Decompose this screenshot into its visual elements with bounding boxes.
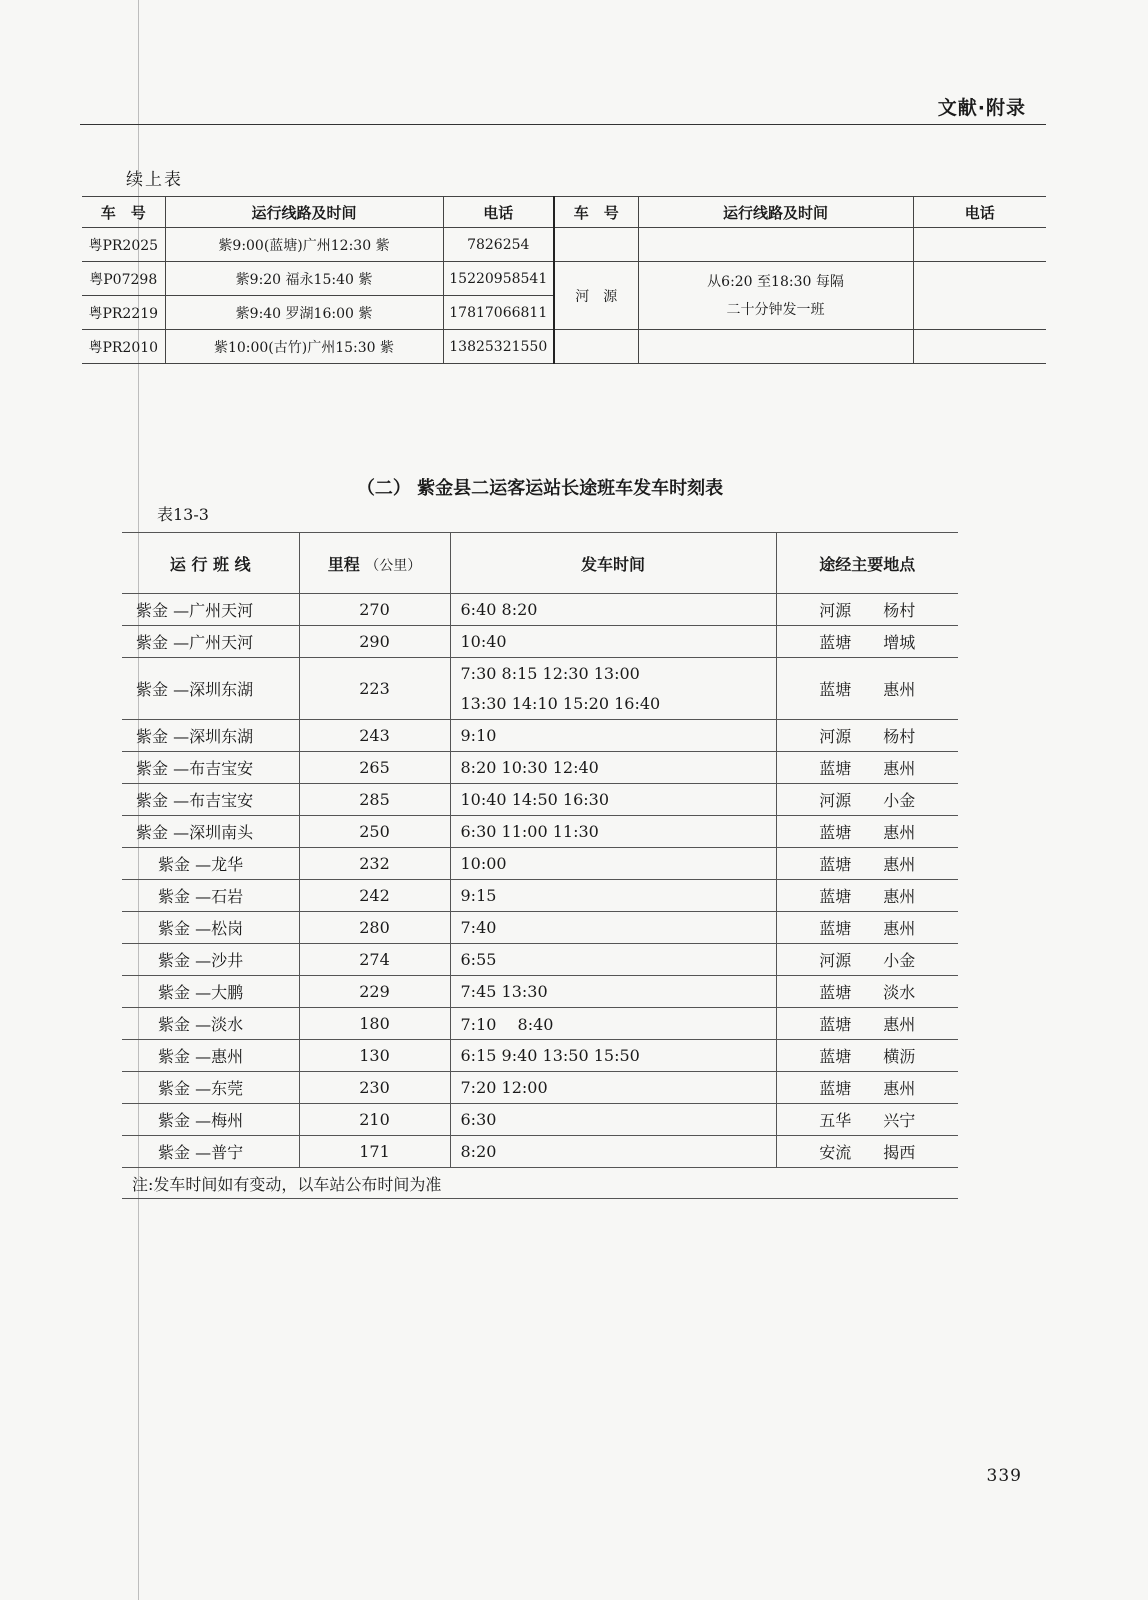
- column-header: 运 行 班 线: [122, 533, 299, 594]
- vehicle-route-table: [82, 196, 1046, 364]
- route-cell: 紫金 —深圳东湖: [122, 720, 299, 752]
- column-header: 车 号: [554, 197, 638, 228]
- via-cell: 五华 兴宁: [776, 1104, 958, 1136]
- table-note: 注:发车时间如有变动，以车站公布时间为准: [122, 1168, 958, 1199]
- table-row: [122, 1072, 958, 1104]
- route-cell: 紫金 —布吉宝安: [122, 784, 299, 816]
- departure-time-cell: 6:40 8:20: [450, 594, 776, 626]
- departure-time-cell: 10:40: [450, 626, 776, 658]
- section-title: （二） 紫金县二运客运站长途班车发车时刻表: [356, 478, 724, 499]
- distance-cell: 210: [299, 1104, 450, 1136]
- phone-cell: 17817066811: [443, 296, 554, 330]
- via-cell: 蓝塘 惠州: [776, 880, 958, 912]
- via-cell: 安流 揭西: [776, 1136, 958, 1168]
- route-line: 从6:20 至18:30 每隔: [707, 273, 844, 290]
- route-cell: 紫9:20 福永15:40 紫: [165, 262, 443, 296]
- table-header-row: [82, 197, 1046, 228]
- distance-cell: 270: [299, 594, 450, 626]
- distance-cell: 290: [299, 626, 450, 658]
- plate-cell: 粤PR2025: [82, 228, 165, 262]
- table-row: [122, 626, 958, 658]
- table-row: [122, 848, 958, 880]
- note-row: [122, 1168, 958, 1199]
- empty-cell: [554, 228, 638, 262]
- table-header-row: [122, 533, 958, 594]
- column-header: [299, 533, 450, 594]
- plate-cell: 粤PR2010: [82, 330, 165, 364]
- route-cell: 紫金 —大鹏: [122, 976, 299, 1008]
- empty-cell: [638, 330, 913, 364]
- phone-cell: 13825321550: [443, 330, 554, 364]
- table-row: [122, 594, 958, 626]
- departure-time-cell: 7:45 13:30: [450, 976, 776, 1008]
- column-header: 运行线路及时间: [638, 197, 913, 228]
- route-cell: 紫金 —深圳南头: [122, 816, 299, 848]
- via-cell: 河源 小金: [776, 944, 958, 976]
- table-label: 表13-3: [157, 505, 209, 524]
- distance-cell: 130: [299, 1040, 450, 1072]
- via-cell: 蓝塘 惠州: [776, 816, 958, 848]
- departure-time-cell: 6:15 9:40 13:50 15:50: [450, 1040, 776, 1072]
- time-line: 7:30 8:15 12:30 13:00: [460, 663, 640, 683]
- route-cell: 紫金 —布吉宝安: [122, 752, 299, 784]
- table-row: [122, 880, 958, 912]
- table-row: [122, 1040, 958, 1072]
- route-cell: 紫金 —东莞: [122, 1072, 299, 1104]
- route-cell: 紫金 —梅州: [122, 1104, 299, 1136]
- plate-cell: 粤PR2219: [82, 296, 165, 330]
- departure-time-cell: 7:40: [450, 912, 776, 944]
- departure-time-cell: 6:55: [450, 944, 776, 976]
- departure-time-cell: 8:20 10:30 12:40: [450, 752, 776, 784]
- empty-cell: [913, 262, 1046, 330]
- departure-time-cell: 10:40 14:50 16:30: [450, 784, 776, 816]
- via-cell: 蓝塘 惠州: [776, 848, 958, 880]
- column-header: 电话: [443, 197, 554, 228]
- column-header: 发车时间: [450, 533, 776, 594]
- header-rule: [80, 124, 1046, 125]
- table-row: [82, 262, 1046, 296]
- departure-time-cell: 10:00: [450, 848, 776, 880]
- continuation-label: 续上表: [126, 170, 183, 190]
- table-row: [122, 1008, 958, 1040]
- table-row: [122, 944, 958, 976]
- column-header: 电话: [913, 197, 1046, 228]
- table-row: [82, 228, 1046, 262]
- departure-time-cell: 7:10 8:40: [450, 1008, 776, 1040]
- table-row: [122, 658, 958, 720]
- via-cell: 蓝塘 惠州: [776, 1072, 958, 1104]
- route-line: 二十分钟发一班: [726, 301, 825, 318]
- via-cell: 河源 小金: [776, 784, 958, 816]
- distance-cell: 280: [299, 912, 450, 944]
- distance-cell: 171: [299, 1136, 450, 1168]
- phone-cell: 15220958541: [443, 262, 554, 296]
- route-cell: 紫金 —广州天河: [122, 626, 299, 658]
- plate-cell: 粤P07298: [82, 262, 165, 296]
- distance-cell: 229: [299, 976, 450, 1008]
- route-cell: 紫金 —广州天河: [122, 594, 299, 626]
- distance-cell: 223: [299, 658, 450, 720]
- distance-cell: 232: [299, 848, 450, 880]
- route-cell: 紫9:40 罗湖16:00 紫: [165, 296, 443, 330]
- route-cell: 紫10:00(古竹)广州15:30 紫: [165, 330, 443, 364]
- route-cell: 紫金 —沙井: [122, 944, 299, 976]
- running-header: 文献·附录: [937, 97, 1026, 119]
- via-cell: 蓝塘 增城: [776, 626, 958, 658]
- phone-cell: 7826254: [443, 228, 554, 262]
- via-cell: 河源 杨村: [776, 594, 958, 626]
- empty-cell: [554, 330, 638, 364]
- plate-cell: 河 源: [554, 262, 638, 330]
- route-cell: 紫金 —淡水: [122, 1008, 299, 1040]
- via-cell: 蓝塘 惠州: [776, 658, 958, 720]
- table-row: [82, 330, 1046, 364]
- table-row: [122, 784, 958, 816]
- departure-time-cell: 6:30: [450, 1104, 776, 1136]
- route-cell: 紫金 —深圳东湖: [122, 658, 299, 720]
- via-cell: 蓝塘 横沥: [776, 1040, 958, 1072]
- distance-unit: （公里）: [365, 557, 422, 574]
- departure-time-cell: 9:10: [450, 720, 776, 752]
- route-cell: 紫金 —惠州: [122, 1040, 299, 1072]
- departure-time-cell: 8:20: [450, 1136, 776, 1168]
- via-cell: 蓝塘 惠州: [776, 912, 958, 944]
- distance-cell: 265: [299, 752, 450, 784]
- departure-time-cell: [450, 658, 776, 720]
- empty-cell: [913, 228, 1046, 262]
- table-row: [122, 976, 958, 1008]
- distance-cell: 230: [299, 1072, 450, 1104]
- via-cell: 蓝塘 惠州: [776, 752, 958, 784]
- distance-cell: 180: [299, 1008, 450, 1040]
- page-number: 339: [986, 1466, 1022, 1486]
- distance-cell: 250: [299, 816, 450, 848]
- route-cell: 紫金 —龙华: [122, 848, 299, 880]
- via-cell: 河源 杨村: [776, 720, 958, 752]
- table-row: [122, 816, 958, 848]
- column-header: 途经主要地点: [776, 533, 958, 594]
- route-cell: 紫金 —松岗: [122, 912, 299, 944]
- distance-cell: 285: [299, 784, 450, 816]
- route-cell: 紫金 —普宁: [122, 1136, 299, 1168]
- table-row: [122, 752, 958, 784]
- route-cell: [638, 262, 913, 330]
- bus-schedule-table: [122, 532, 958, 1199]
- distance-cell: 242: [299, 880, 450, 912]
- via-cell: 蓝塘 惠州: [776, 1008, 958, 1040]
- table-row: [122, 1136, 958, 1168]
- table-row: [122, 1104, 958, 1136]
- distance-label: 里程: [327, 554, 360, 574]
- route-cell: 紫9:00(蓝塘)广州12:30 紫: [165, 228, 443, 262]
- route-cell: 紫金 —石岩: [122, 880, 299, 912]
- departure-time-cell: 9:15: [450, 880, 776, 912]
- time-line: 13:30 14:10 15:20 16:40: [460, 693, 661, 713]
- empty-cell: [638, 228, 913, 262]
- column-header: 车 号: [82, 197, 165, 228]
- departure-time-cell: 6:30 11:00 11:30: [450, 816, 776, 848]
- via-cell: 蓝塘 淡水: [776, 976, 958, 1008]
- column-header: 运行线路及时间: [165, 197, 443, 228]
- empty-cell: [913, 330, 1046, 364]
- table-row: [122, 720, 958, 752]
- table-row: [122, 912, 958, 944]
- distance-cell: 243: [299, 720, 450, 752]
- distance-cell: 274: [299, 944, 450, 976]
- departure-time-cell: 7:20 12:00: [450, 1072, 776, 1104]
